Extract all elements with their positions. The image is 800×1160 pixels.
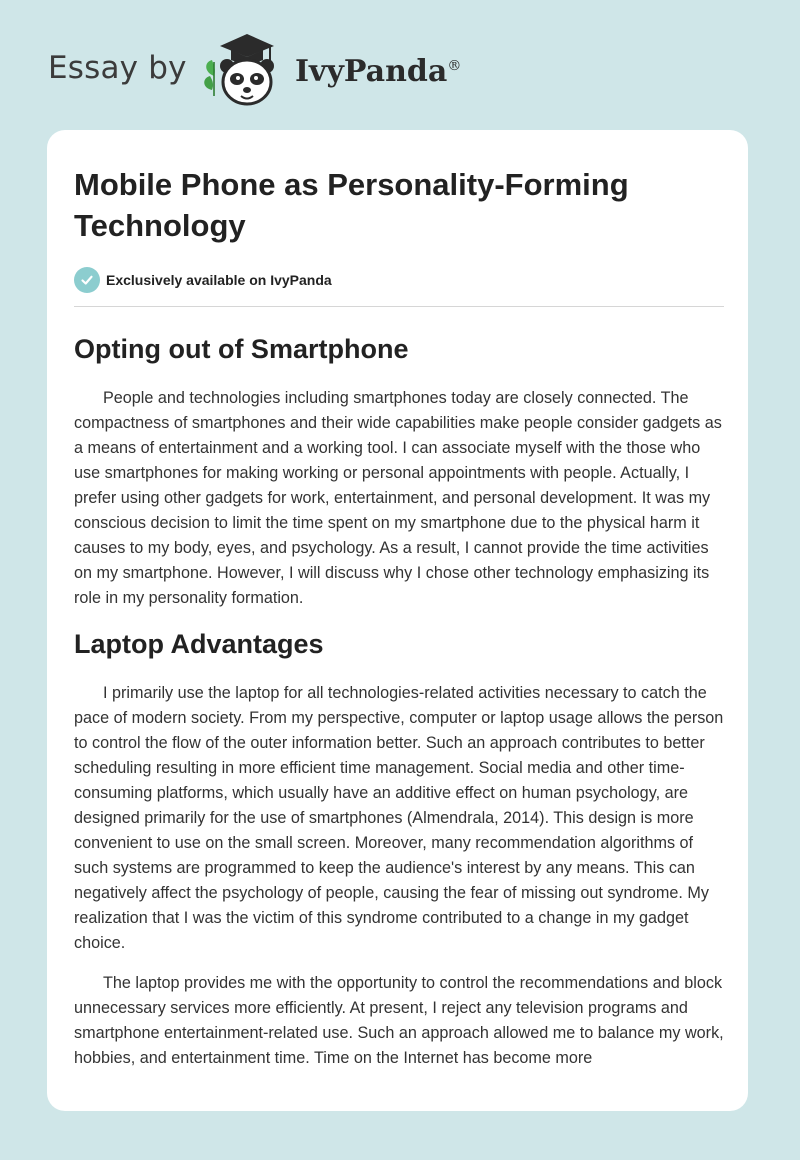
brand-name[interactable] bbox=[295, 54, 461, 89]
section-heading-laptop-advantages: Laptop Advantages bbox=[74, 629, 324, 659]
panda-face-icon bbox=[220, 59, 274, 104]
ivy-leaf-icon bbox=[204, 60, 215, 96]
divider bbox=[74, 306, 724, 307]
brand-name-text: IvyPanda bbox=[295, 54, 448, 89]
registered-mark: ® bbox=[447, 58, 462, 74]
exclusive-badge-text: Exclusively available on IvyPanda bbox=[106, 272, 332, 288]
article-body bbox=[74, 164, 724, 1071]
article-card bbox=[47, 130, 748, 1111]
paragraph: The laptop provides me with the opportunity to control the recommendations and block unnecessary services more efficiently. At present, I reject any television programs and smartphone entertainment-related use. Such an approach allowed me to balance my work, hobbies, and entertainment time. Time on the Internet has become more bbox=[74, 974, 724, 1067]
essay-by-label: Essay by bbox=[48, 50, 187, 86]
exclusive-badge bbox=[74, 266, 724, 294]
paragraph: People and technologies including smartphones today are closely connected. The compactness of smartphones and their wide capabilities make people consider gadgets as a means of entertainment and a working tool. I can associate myself with the those who use smartphones for making working or personal appointments with people. Actually, I prefer using other gadgets for work, entertainment, and personal development. It was my conscious decision to limit the time spent on my smartphone due to the physical harm it causes to my body, eyes, and psychology. As a result, I cannot provide the time activities on my smartphone. However, I will discuss why I chose other technology emphasizing its role in my personality formation. bbox=[74, 389, 722, 607]
paragraph: I primarily use the laptop for all technologies-related activities necessary to catch the pace of modern society. From my perspective, computer or laptop usage allows the person to control the flow of the outer information better. Such an approach contributes to better scheduling resulting in more efficient time management. Social media and other time-consuming platforms, which usually have an additive effect on human psychology, are designed primarily for the use of smartphones (Almendrala, 2014). This design is more convenient to use on the small screen. Moreover, many recommendation algorithms of such systems are programmed to keep the audience's interest by any means. This can negatively affect the psychology of people, causing the fear of missing out syndrome. My realization that I was the victim of this syndrome contributed to a change in my gadget choice. bbox=[74, 684, 724, 952]
panda-graduate-logo-icon[interactable] bbox=[200, 32, 290, 112]
article-title: Mobile Phone as Personality-Forming Technology bbox=[74, 167, 629, 243]
section-heading-opting-out: Opting out of Smartphone bbox=[74, 334, 409, 364]
check-circle-icon bbox=[74, 267, 100, 293]
site-header bbox=[0, 0, 800, 120]
